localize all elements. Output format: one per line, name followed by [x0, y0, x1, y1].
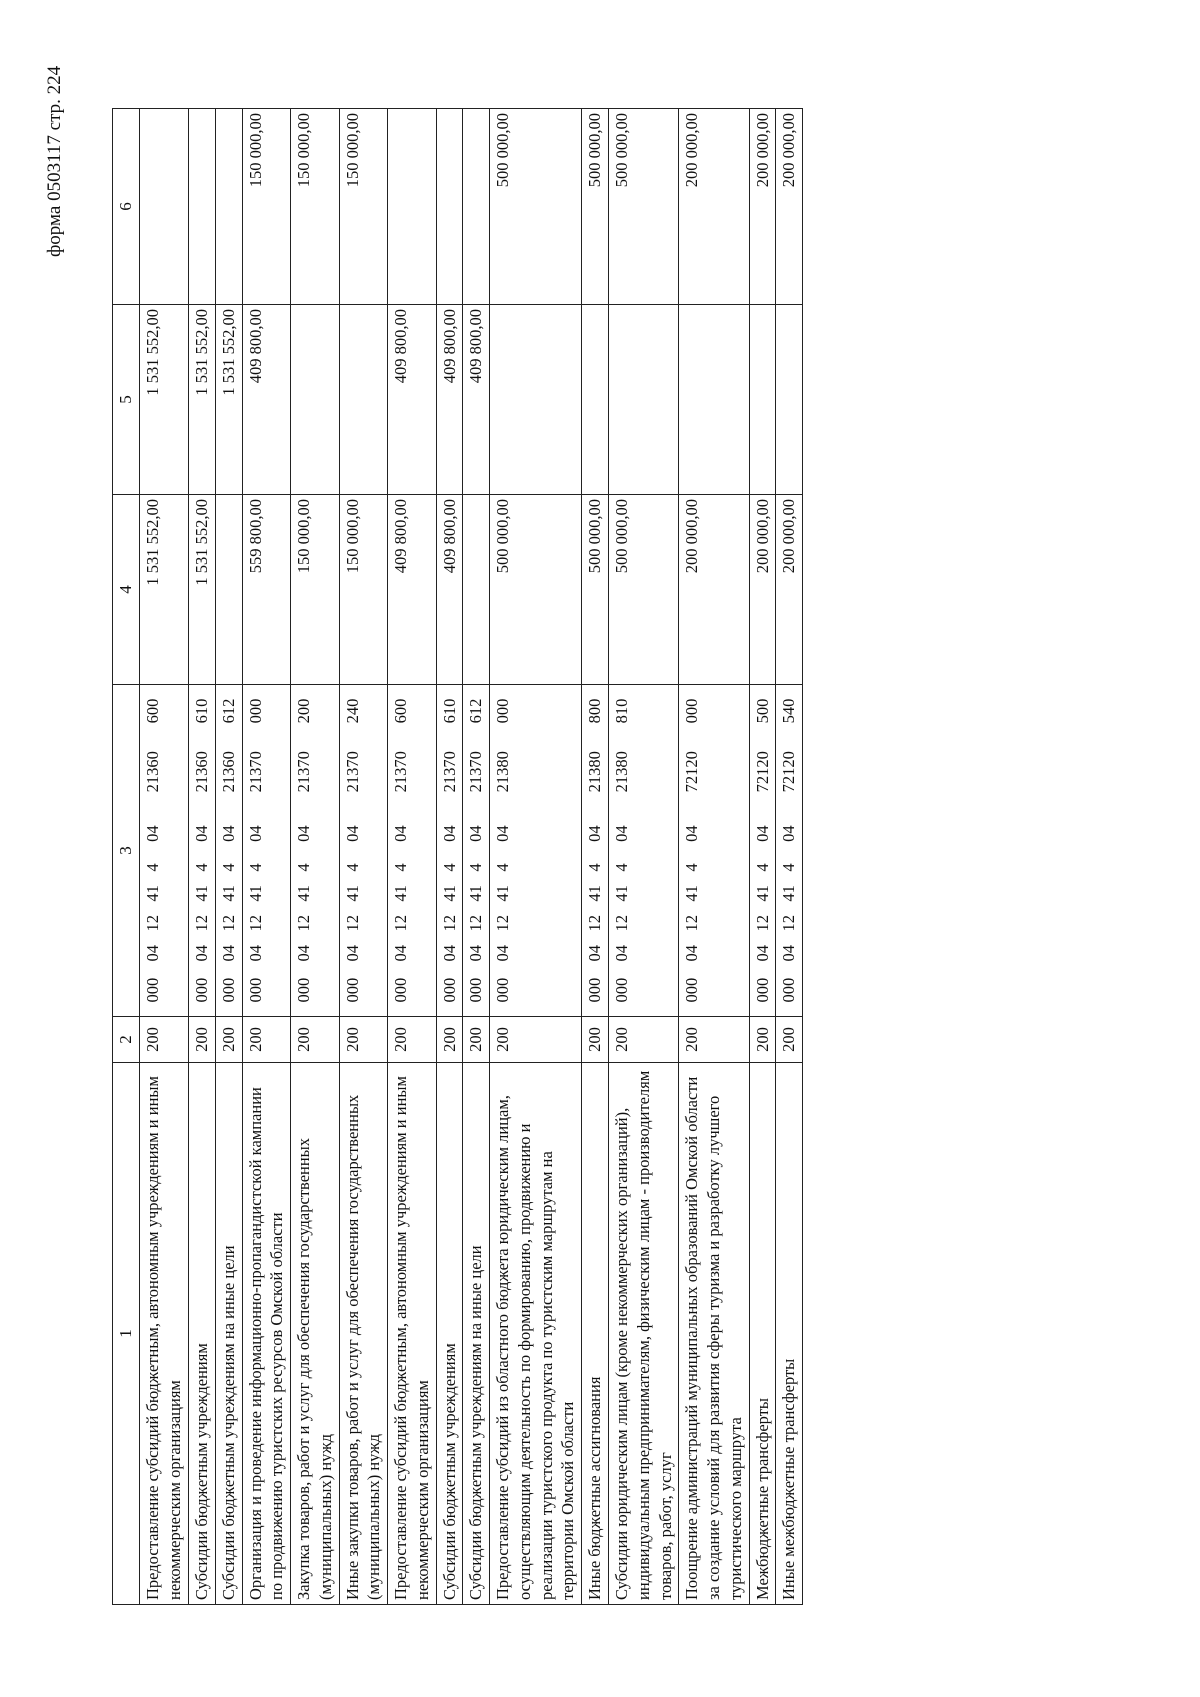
row-budget-classification-code [291, 685, 340, 1017]
classification-code-segment: 04 [611, 944, 631, 962]
classification-code-segment: 4 [143, 863, 163, 872]
classification-code-segment: 04 [391, 944, 411, 962]
row-unexecuted-amount: 200 000,00 [776, 109, 803, 305]
classification-code-segment: 41 [143, 885, 163, 902]
classification-code-segment: 04 [611, 825, 631, 842]
row-line-code: 200 [215, 1017, 242, 1063]
classification-code-segment: 41 [218, 885, 238, 902]
table-row [215, 109, 242, 1605]
classification-code-segment: 41 [611, 885, 631, 902]
row-unexecuted-amount: 150 000,00 [242, 109, 291, 305]
classification-code-segment: 04 [218, 944, 238, 962]
classification-code-segment: 600 [143, 698, 163, 724]
row-executed-amount: 1 531 552,00 [215, 305, 242, 495]
row-line-code: 200 [463, 1017, 490, 1063]
row-budget-classification-code [776, 685, 803, 1017]
classification-code-segment: 12 [439, 915, 459, 932]
row-budget-classification-code [463, 685, 490, 1017]
table-row [188, 109, 215, 1605]
classification-code-segment: 04 [585, 944, 605, 962]
classification-code-segment: 000 [682, 977, 702, 1003]
row-executed-amount [291, 305, 340, 495]
row-indicator-name: Организация и проведение информационно-пропагандистской кампании по продвижению туристских ресурсов Омской области [242, 1063, 291, 1605]
classification-code-segment: 04 [143, 944, 163, 962]
row-unexecuted-amount: 500 000,00 [582, 109, 609, 305]
row-executed-amount: 409 800,00 [388, 305, 437, 495]
classification-code-segment: 4 [466, 863, 486, 872]
classification-code-segment: 000 [682, 698, 702, 724]
classification-code-segment: 41 [439, 885, 459, 902]
row-line-code: 200 [608, 1017, 678, 1063]
row-approved-amount: 500 000,00 [582, 495, 609, 685]
classification-code-segment: 04 [342, 944, 362, 962]
row-budget-classification-code [608, 685, 678, 1017]
row-budget-classification-code [490, 685, 582, 1017]
table-row [436, 109, 463, 1605]
classification-code-segment: 04 [585, 825, 605, 842]
classification-code-parts [611, 689, 633, 1012]
classification-code-segment: 04 [245, 944, 265, 962]
classification-code-parts [465, 689, 487, 1012]
classification-code-segment: 41 [682, 885, 702, 902]
classification-code-segment: 610 [191, 698, 211, 724]
row-budget-classification-code [188, 685, 215, 1017]
row-budget-classification-code [242, 685, 291, 1017]
classification-code-parts [342, 689, 364, 1012]
row-unexecuted-amount [463, 109, 490, 305]
classification-code-segment: 12 [493, 915, 513, 932]
column-number-header-row [113, 109, 140, 1605]
classification-code-segment: 4 [439, 863, 459, 872]
row-approved-amount [215, 495, 242, 685]
classification-code-segment: 000 [245, 698, 265, 724]
classification-code-segment: 12 [682, 915, 702, 932]
classification-code-segment: 21360 [191, 751, 211, 793]
classification-code-segment: 21360 [218, 751, 238, 793]
row-indicator-name: Иные межбюджетные трансферты [776, 1063, 803, 1605]
row-unexecuted-amount [140, 109, 189, 305]
classification-code-parts [752, 689, 774, 1012]
classification-code-segment: 000 [294, 977, 314, 1003]
table-row [291, 109, 340, 1605]
classification-code-segment: 4 [342, 863, 362, 872]
row-line-code: 200 [339, 1017, 388, 1063]
classification-code-segment: 12 [585, 915, 605, 932]
row-indicator-name: Предоставление субсидий из областного бюджета юридическим лицам, осуществляющим деятельность по формированию, продвижению и реализации туристского продукта по туристским маршрутам на территории Омской области [490, 1063, 582, 1605]
classification-code-segment: 04 [391, 825, 411, 842]
classification-code-segment: 41 [466, 885, 486, 902]
classification-code-segment: 000 [779, 977, 799, 1003]
classification-code-segment: 000 [439, 977, 459, 1003]
row-line-code: 200 [490, 1017, 582, 1063]
classification-code-parts [293, 689, 315, 1012]
row-unexecuted-amount [436, 109, 463, 305]
classification-code-segment: 41 [752, 885, 772, 902]
classification-code-parts [492, 689, 514, 1012]
classification-code-segment: 4 [779, 863, 799, 872]
classification-code-segment: 4 [245, 863, 265, 872]
row-executed-amount [776, 305, 803, 495]
row-approved-amount [463, 495, 490, 685]
row-line-code: 200 [582, 1017, 609, 1063]
classification-code-segment: 04 [493, 825, 513, 842]
row-budget-classification-code [339, 685, 388, 1017]
row-budget-classification-code [679, 685, 749, 1017]
classification-code-segment: 000 [391, 977, 411, 1003]
classification-code-segment: 41 [391, 885, 411, 902]
classification-code-segment: 04 [143, 825, 163, 842]
row-line-code: 200 [188, 1017, 215, 1063]
classification-code-segment: 04 [493, 944, 513, 962]
classification-code-segment: 240 [342, 698, 362, 724]
row-budget-classification-code [388, 685, 437, 1017]
row-indicator-name: Субсидии бюджетным учреждениям на иные цели [215, 1063, 242, 1605]
classification-code-segment: 12 [466, 915, 486, 932]
row-unexecuted-amount: 500 000,00 [608, 109, 678, 305]
classification-code-segment: 04 [439, 825, 459, 842]
classification-code-segment: 41 [585, 885, 605, 902]
classification-code-segment: 500 [752, 698, 772, 724]
classification-code-segment: 200 [294, 698, 314, 724]
classification-code-parts [218, 689, 240, 1012]
row-approved-amount: 1 531 552,00 [140, 495, 189, 685]
classification-code-segment: 4 [611, 863, 631, 872]
classification-code-segment: 41 [191, 885, 211, 902]
row-approved-amount: 200 000,00 [776, 495, 803, 685]
classification-code-segment: 72120 [779, 751, 799, 793]
classification-code-segment: 4 [493, 863, 513, 872]
classification-code-segment: 04 [779, 944, 799, 962]
row-executed-amount: 409 800,00 [436, 305, 463, 495]
classification-code-parts [142, 689, 164, 1012]
row-line-code: 200 [679, 1017, 749, 1063]
row-executed-amount [339, 305, 388, 495]
classification-code-segment: 12 [752, 915, 772, 932]
row-indicator-name: Предоставление субсидий бюджетным, автономным учреждениям и иным некоммерческим организациям [388, 1063, 437, 1605]
classification-code-parts [245, 689, 267, 1012]
row-line-code: 200 [436, 1017, 463, 1063]
classification-code-segment: 04 [342, 825, 362, 842]
classification-code-segment: 04 [245, 825, 265, 842]
row-approved-amount: 150 000,00 [291, 495, 340, 685]
classification-code-segment: 600 [391, 698, 411, 724]
classification-code-segment: 000 [218, 977, 238, 1003]
row-approved-amount: 409 800,00 [388, 495, 437, 685]
classification-code-parts [778, 689, 800, 1012]
classification-code-segment: 21370 [439, 751, 459, 793]
table-row [582, 109, 609, 1605]
form-number-label: форма 0503117 стр. 224 [44, 65, 65, 257]
row-approved-amount: 200 000,00 [679, 495, 749, 685]
row-budget-classification-code [140, 685, 189, 1017]
classification-code-segment: 540 [779, 698, 799, 724]
row-indicator-name: Закупка товаров, работ и услуг для обеспечения государственных (муниципальных) нужд [291, 1063, 340, 1605]
classification-code-segment: 810 [611, 698, 631, 724]
row-unexecuted-amount [188, 109, 215, 305]
classification-code-segment: 800 [585, 698, 605, 724]
row-approved-amount: 409 800,00 [436, 495, 463, 685]
classification-code-segment: 04 [752, 944, 772, 962]
classification-code-segment: 41 [779, 885, 799, 902]
classification-code-segment: 04 [191, 944, 211, 962]
classification-code-segment: 12 [779, 915, 799, 932]
classification-code-segment: 21370 [342, 751, 362, 793]
classification-code-segment: 000 [493, 698, 513, 724]
classification-code-segment: 000 [143, 977, 163, 1003]
column-header-2: 2 [113, 1017, 140, 1063]
classification-code-segment: 612 [218, 698, 238, 724]
classification-code-segment: 04 [466, 944, 486, 962]
row-executed-amount [679, 305, 749, 495]
classification-code-segment: 04 [218, 825, 238, 842]
row-indicator-name: Иные бюджетные ассигнования [582, 1063, 609, 1605]
classification-code-segment: 04 [439, 944, 459, 962]
row-indicator-name: Субсидии бюджетным учреждениям [436, 1063, 463, 1605]
row-approved-amount: 500 000,00 [490, 495, 582, 685]
classification-code-segment: 04 [294, 825, 314, 842]
table-row [490, 109, 582, 1605]
row-line-code: 200 [776, 1017, 803, 1063]
classification-code-parts [681, 689, 703, 1012]
classification-code-segment: 12 [245, 915, 265, 932]
column-header-3: 3 [113, 685, 140, 1017]
row-indicator-name: Субсидии бюджетным учреждениям [188, 1063, 215, 1605]
table-row [679, 109, 749, 1605]
classification-code-segment: 612 [466, 698, 486, 724]
classification-code-segment: 12 [391, 915, 411, 932]
classification-code-parts [191, 689, 213, 1012]
row-executed-amount [490, 305, 582, 495]
table-row [749, 109, 776, 1605]
classification-code-segment: 21370 [391, 751, 411, 793]
row-unexecuted-amount [388, 109, 437, 305]
row-executed-amount: 1 531 552,00 [140, 305, 189, 495]
classification-code-segment: 21370 [245, 751, 265, 793]
row-unexecuted-amount: 150 000,00 [291, 109, 340, 305]
classification-code-segment: 12 [143, 915, 163, 932]
column-header-5: 5 [113, 305, 140, 495]
row-unexecuted-amount: 500 000,00 [490, 109, 582, 305]
row-unexecuted-amount: 200 000,00 [679, 109, 749, 305]
row-executed-amount: 409 800,00 [242, 305, 291, 495]
row-line-code: 200 [388, 1017, 437, 1063]
classification-code-segment: 04 [466, 825, 486, 842]
table-row [140, 109, 189, 1605]
budget-execution-table [112, 108, 803, 1605]
classification-code-parts [390, 689, 412, 1012]
classification-code-segment: 41 [493, 885, 513, 902]
classification-code-segment: 04 [191, 825, 211, 842]
row-line-code: 200 [749, 1017, 776, 1063]
classification-code-segment: 4 [682, 863, 702, 872]
classification-code-segment: 4 [585, 863, 605, 872]
column-header-1: 1 [113, 1063, 140, 1605]
classification-code-segment: 12 [191, 915, 211, 932]
row-executed-amount [582, 305, 609, 495]
row-indicator-name: Субсидии бюджетным учреждениям на иные цели [463, 1063, 490, 1605]
row-executed-amount [749, 305, 776, 495]
row-executed-amount [608, 305, 678, 495]
classification-code-segment: 04 [682, 944, 702, 962]
classification-code-segment: 72120 [752, 751, 772, 793]
row-executed-amount: 1 531 552,00 [188, 305, 215, 495]
classification-code-segment: 04 [682, 825, 702, 842]
classification-code-segment: 12 [611, 915, 631, 932]
row-indicator-name: Межбюджетные трансферты [749, 1063, 776, 1605]
classification-code-segment: 610 [439, 698, 459, 724]
classification-code-segment: 41 [342, 885, 362, 902]
classification-code-segment: 41 [294, 885, 314, 902]
classification-code-parts [439, 689, 461, 1012]
classification-code-segment: 000 [342, 977, 362, 1003]
classification-code-segment: 000 [611, 977, 631, 1003]
classification-code-segment: 000 [245, 977, 265, 1003]
row-unexecuted-amount: 150 000,00 [339, 109, 388, 305]
classification-code-segment: 41 [245, 885, 265, 902]
classification-code-segment: 72120 [682, 751, 702, 793]
column-header-6: 6 [113, 109, 140, 305]
row-line-code: 200 [140, 1017, 189, 1063]
classification-code-segment: 04 [294, 944, 314, 962]
classification-code-segment: 4 [391, 863, 411, 872]
row-unexecuted-amount: 200 000,00 [749, 109, 776, 305]
classification-code-segment: 4 [294, 863, 314, 872]
table-row [776, 109, 803, 1605]
table-row [242, 109, 291, 1605]
classification-code-segment: 21380 [585, 751, 605, 793]
row-indicator-name: Предоставление субсидий бюджетным, автономным учреждениям и иным некоммерческим организациям [140, 1063, 189, 1605]
classification-code-segment: 12 [342, 915, 362, 932]
classification-code-segment: 4 [191, 863, 211, 872]
row-indicator-name: Поощрение администраций муниципальных образований Омской области за создание условий для развития сферы туризма и разработку лучшего туристического маршрута [679, 1063, 749, 1605]
row-approved-amount: 500 000,00 [608, 495, 678, 685]
classification-code-segment: 000 [493, 977, 513, 1003]
table-row [339, 109, 388, 1605]
classification-code-segment: 04 [752, 825, 772, 842]
classification-code-segment: 000 [466, 977, 486, 1003]
row-unexecuted-amount [215, 109, 242, 305]
row-budget-classification-code [582, 685, 609, 1017]
classification-code-segment: 000 [191, 977, 211, 1003]
row-indicator-name: Иные закупки товаров, работ и услуг для обеспечения государственных (муниципальных) нужд [339, 1063, 388, 1605]
classification-code-segment: 21380 [493, 751, 513, 793]
classification-code-segment: 000 [585, 977, 605, 1003]
table-row [608, 109, 678, 1605]
classification-code-segment: 12 [218, 915, 238, 932]
row-approved-amount: 150 000,00 [339, 495, 388, 685]
table-row [463, 109, 490, 1605]
classification-code-segment: 000 [752, 977, 772, 1003]
classification-code-segment: 21370 [466, 751, 486, 793]
row-budget-classification-code [749, 685, 776, 1017]
classification-code-segment: 04 [779, 825, 799, 842]
classification-code-parts [584, 689, 606, 1012]
classification-code-segment: 21380 [611, 751, 631, 793]
row-budget-classification-code [436, 685, 463, 1017]
column-header-4: 4 [113, 495, 140, 685]
classification-code-segment: 4 [218, 863, 238, 872]
row-approved-amount: 559 800,00 [242, 495, 291, 685]
row-approved-amount: 1 531 552,00 [188, 495, 215, 685]
table-row [388, 109, 437, 1605]
row-budget-classification-code [215, 685, 242, 1017]
row-line-code: 200 [242, 1017, 291, 1063]
row-indicator-name: Субсидии юридическим лицам (кроме некоммерческих организаций), индивидуальным предпринимателям, физическим лицам - производителям товаров, работ, услуг [608, 1063, 678, 1605]
classification-code-segment: 4 [752, 863, 772, 872]
row-line-code: 200 [291, 1017, 340, 1063]
classification-code-segment: 21360 [143, 751, 163, 793]
row-executed-amount: 409 800,00 [463, 305, 490, 495]
classification-code-segment: 21370 [294, 751, 314, 793]
classification-code-segment: 12 [294, 915, 314, 932]
row-approved-amount: 200 000,00 [749, 495, 776, 685]
